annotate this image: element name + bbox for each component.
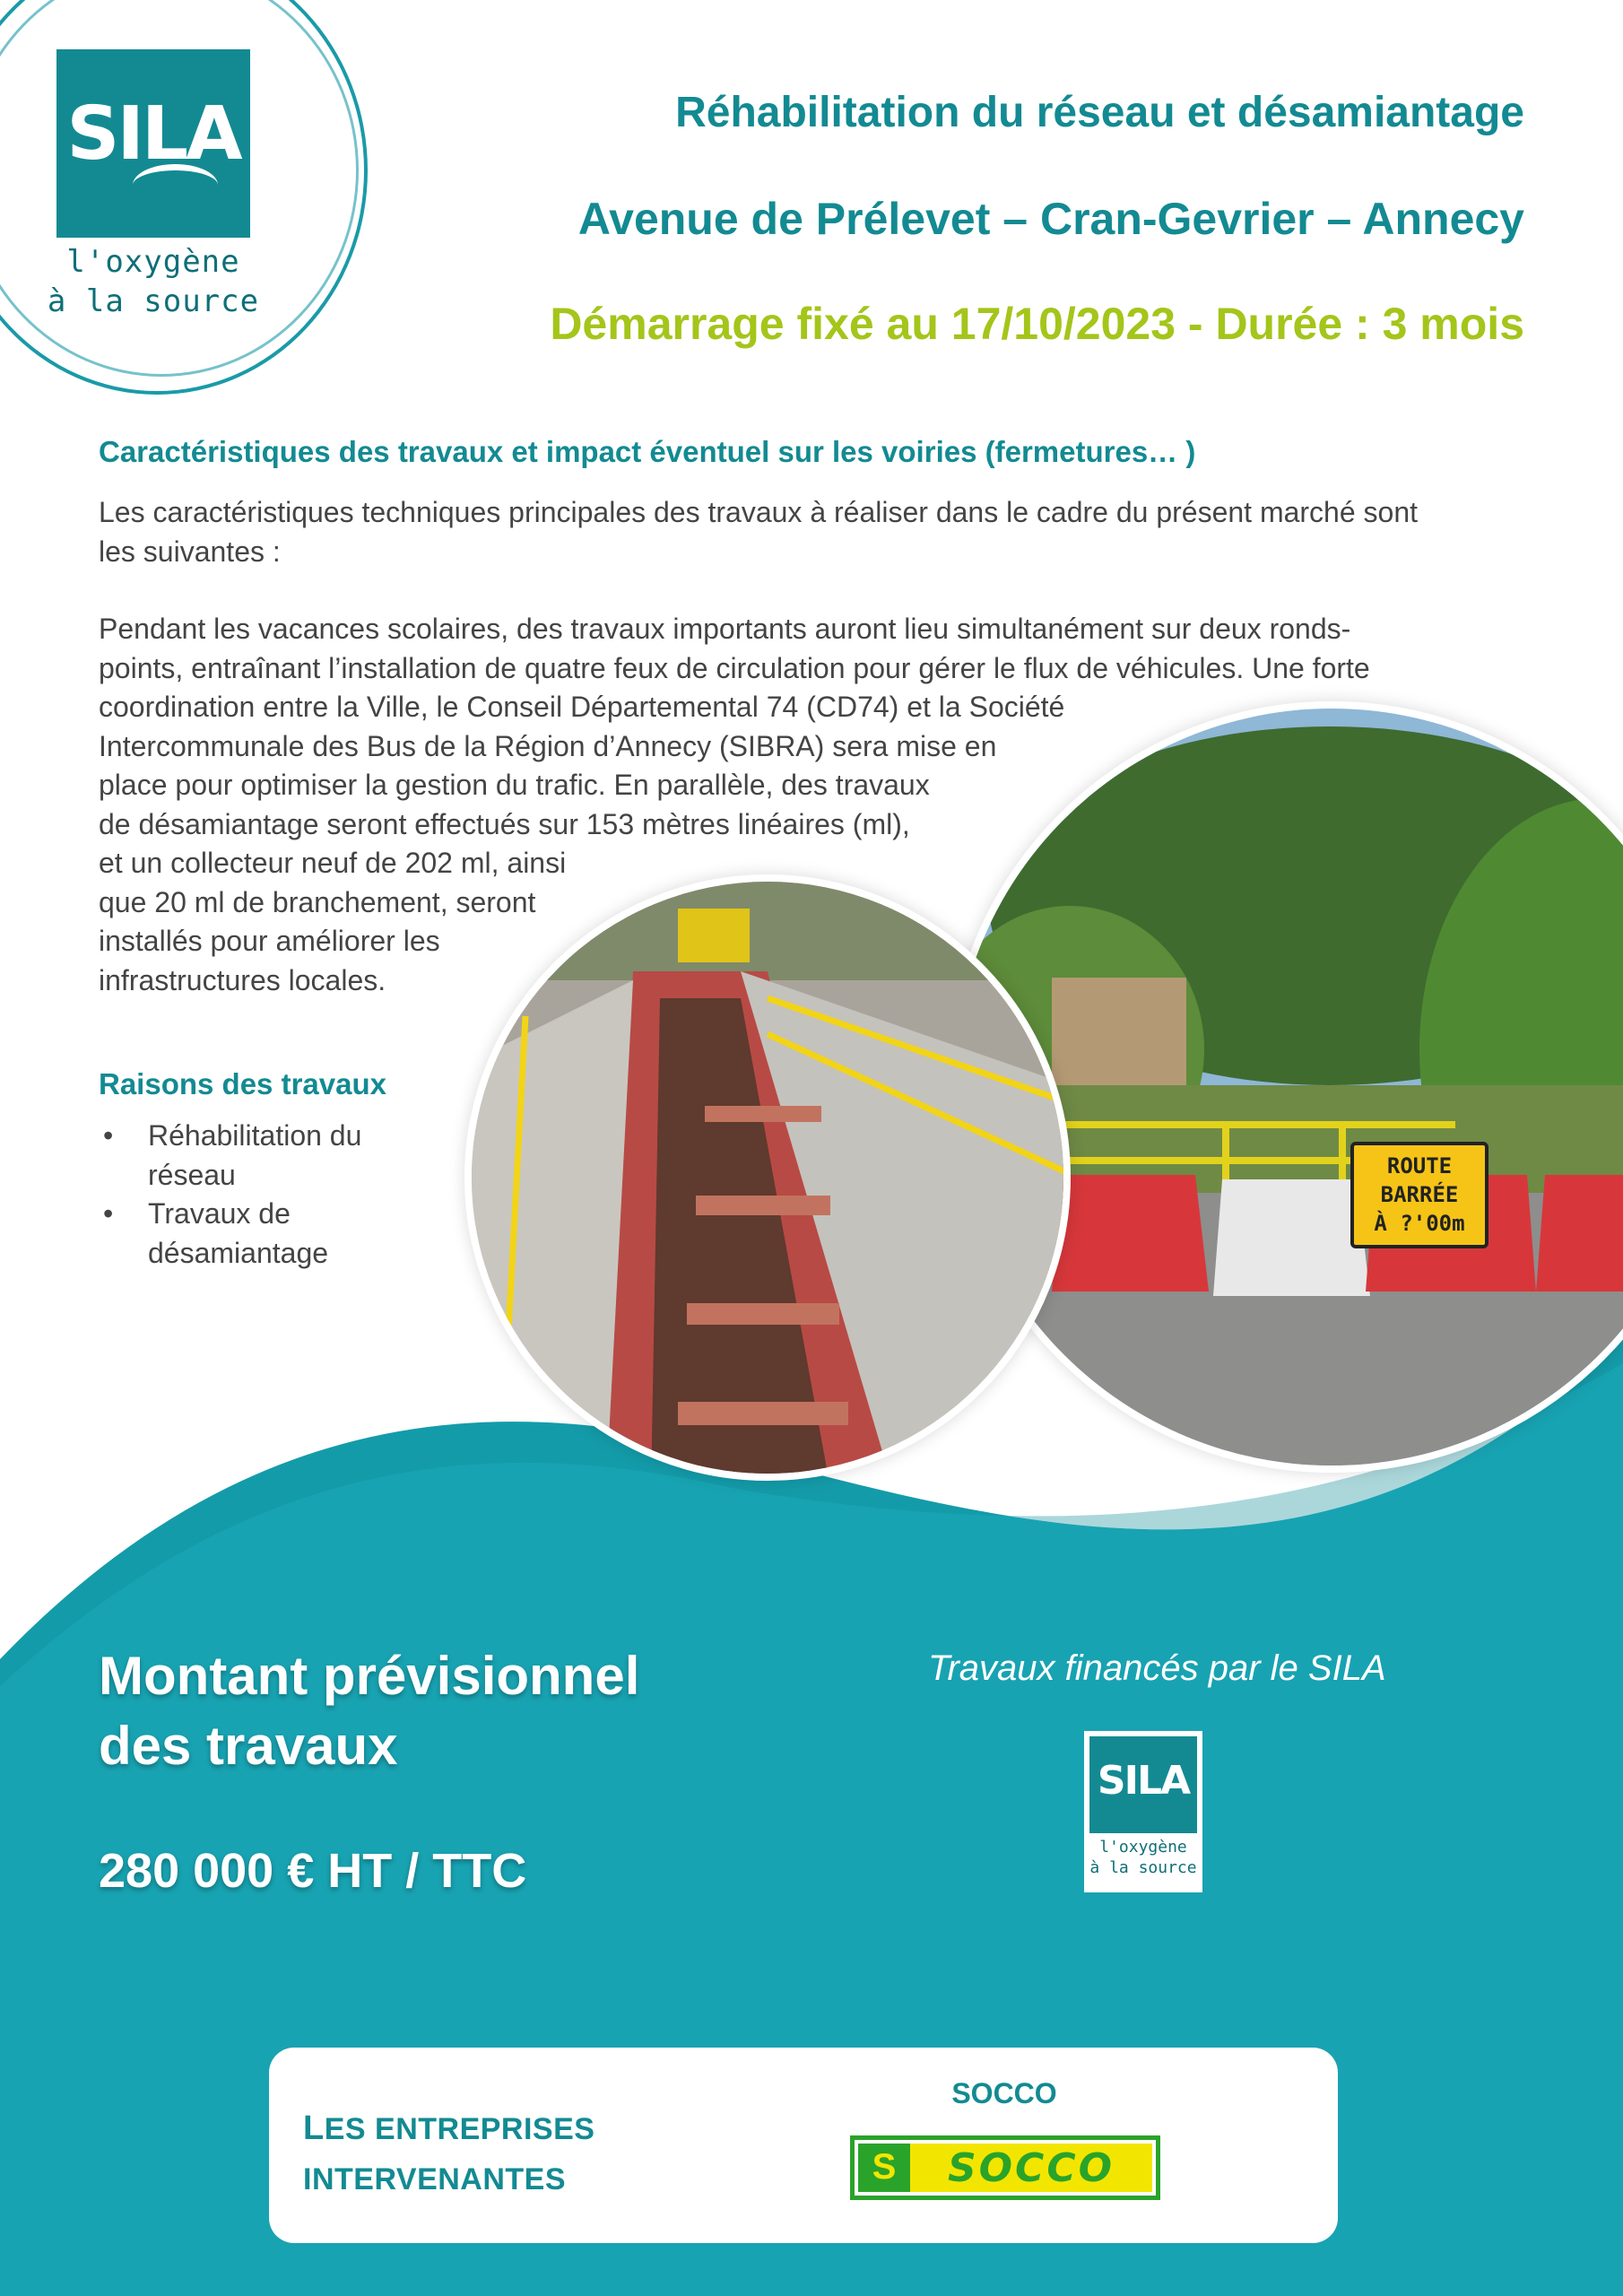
detail-line: points, entraînant l’installation de quatre feux de circulation pour gérer le flux de véhicules. Une forte [99, 651, 1370, 684]
tagline-line1: l'oxygène [66, 244, 240, 280]
socco-wordmark: SOCCO [947, 2144, 1115, 2191]
budget-amount: 280 000 € HT / TTC [99, 1844, 527, 1898]
budget-label-line1: Montant prévisionnel [99, 1646, 640, 1706]
page-title: Réhabilitation du réseau et désamiantage [675, 89, 1524, 136]
detail-line: installés pour améliorer les [99, 925, 440, 957]
trench-photo [464, 874, 1071, 1481]
sign-line2: BARRÉE [1380, 1182, 1459, 1207]
companies-label [303, 2103, 595, 2205]
intro-line: les suivantes : [99, 535, 281, 568]
detail-line: infrastructures locales. [99, 963, 386, 996]
companies-label-line2: INTERVENANTES [303, 2162, 567, 2196]
sign-line3: À ?'00m [1374, 1211, 1465, 1236]
funding-logo-box [1089, 1736, 1197, 1833]
funding-sila-logo [1084, 1731, 1202, 1892]
reason-line: • Réhabilitation du [148, 1119, 362, 1152]
sila-logo [56, 49, 250, 238]
logo-wave-icon [133, 164, 218, 206]
detail-line: de désamiantage seront effectués sur 153 mètres linéaires (ml), [99, 807, 910, 840]
funding-text: Travaux financés par le SILA [928, 1648, 1386, 1688]
detail-line: que 20 ml de branchement, seront [99, 885, 536, 918]
list-item [99, 1117, 439, 1195]
funding-logo-text: SILA [1097, 1758, 1190, 1804]
location-subtitle: Avenue de Prélevet – Cran-Gevrier – Annecy [577, 194, 1524, 244]
companies-label-cap: L [303, 2109, 325, 2147]
intro-line: Les caractéristiques techniques principales des travaux à réaliser dans le cadre du présent marché sont [99, 496, 1419, 528]
socco-mark-icon: S [858, 2144, 910, 2192]
company-name: SOCCO [951, 2077, 1057, 2109]
reason-line: réseau [148, 1158, 236, 1191]
funding-logo-tagline [1089, 1837, 1197, 1878]
reasons-list [99, 1117, 439, 1273]
budget-label-line2: des travaux [99, 1716, 398, 1776]
budget-label [99, 1641, 639, 1781]
detail-line: Intercommunale des Bus de la Région d’Annecy (SIBRA) sera mise en [99, 729, 997, 762]
list-item [99, 1195, 439, 1273]
sila-logo-text: SILA [66, 91, 240, 177]
tagline-line2: à la source [47, 283, 260, 319]
detail-line: place pour optimiser la gestion du trafic. En parallèle, des travaux [99, 769, 930, 801]
trench-illustration [472, 882, 1071, 1481]
companies-label-line1: ES ENTREPRISES [324, 2112, 595, 2146]
characteristics-heading: Caractéristiques des travaux et impact éventuel sur les voiries (fermetures… ) [99, 435, 1196, 468]
detail-line: Pendant les vacances scolaires, des travaux importants auront lieu simultanément sur deux ronds- [99, 613, 1351, 645]
reasons-heading: Raisons des travaux [99, 1067, 386, 1100]
sila-tagline [36, 242, 271, 321]
socco-logo-inner [858, 2144, 1152, 2192]
characteristics-intro [99, 493, 1515, 571]
detail-line: et un collecteur neuf de 202 ml, ainsi [99, 847, 567, 879]
funding-tagline-line2: à la source [1089, 1858, 1197, 1877]
detail-line: coordination entre la Ville, le Conseil Départemental 74 (CD74) et la Société [99, 691, 1065, 723]
sign-line1: ROUTE [1386, 1153, 1453, 1178]
reason-line: désamiantage [148, 1236, 329, 1269]
schedule-subtitle: Démarrage fixé au 17/10/2023 - Durée : 3 mois [550, 299, 1524, 349]
funding-tagline-line1: l'oxygène [1099, 1838, 1187, 1857]
socco-logo [850, 2135, 1160, 2200]
reason-line: • Travaux de [148, 1197, 291, 1230]
